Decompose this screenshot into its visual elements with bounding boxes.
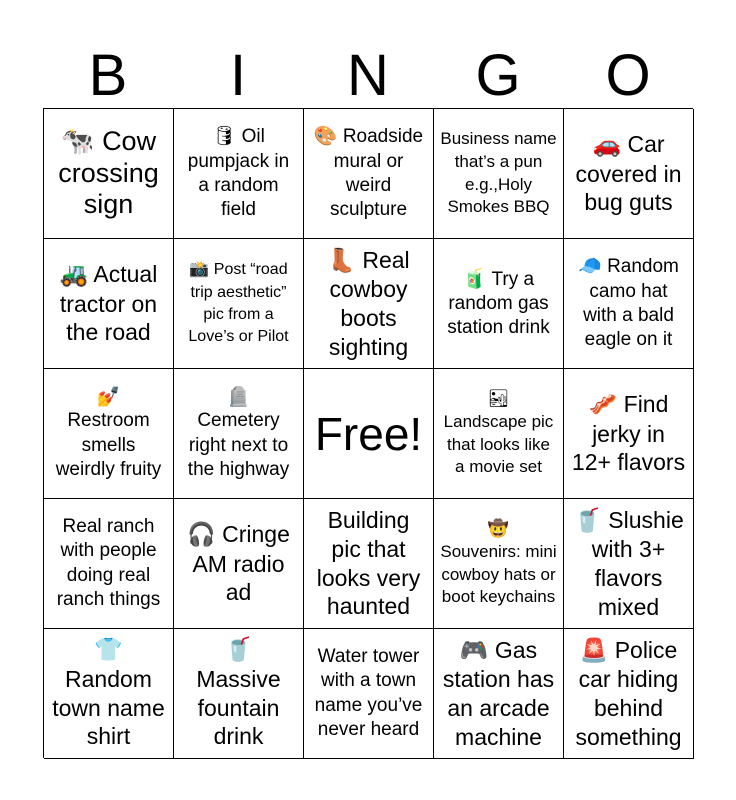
cup-straw-icon: 🥤	[573, 507, 602, 534]
cell-text: Roadside mural or weird sculpture	[329, 126, 424, 221]
bingo-cell[interactable]	[44, 629, 174, 759]
cell-text: Car covered in bug guts	[575, 130, 682, 216]
car-icon: 🚗	[592, 131, 622, 158]
boot-icon: 👢	[327, 247, 356, 274]
header-letter-n: N	[347, 43, 389, 108]
cell-content	[440, 388, 557, 480]
header-letter-g: G	[475, 43, 521, 108]
cell-text: Massive fountain drink	[196, 665, 281, 750]
cell-text: Slushie with 3+ flavors mixed	[591, 506, 684, 620]
cell-text: Find jerky in 12+ flavors	[571, 390, 686, 476]
cell-content	[50, 260, 167, 347]
bingo-cell[interactable]	[174, 629, 304, 759]
cup-straw-icon: 🥤	[224, 637, 253, 663]
cell-text: Oil pumpjack in a random field	[187, 126, 290, 221]
camera-flash-icon: 📸	[189, 259, 210, 279]
cell-content	[440, 636, 557, 752]
bingo-cell[interactable]	[564, 109, 694, 239]
cell-text: Business name that’s a pun e.g.,Holy Smokes BBQ	[440, 128, 557, 217]
bingo-cell[interactable]	[174, 109, 304, 239]
bingo-cell[interactable]	[564, 239, 694, 369]
bingo-cell[interactable]	[44, 369, 174, 499]
cell-text: Random town name shirt	[52, 665, 165, 750]
cell-content	[180, 124, 297, 222]
cell-content	[310, 407, 427, 460]
bingo-cell[interactable]	[174, 369, 304, 499]
bingo-cell[interactable]	[304, 629, 434, 759]
cell-text: Try a random gas station drink	[447, 268, 550, 339]
cell-text: Real cowboy boots sighting	[328, 246, 410, 360]
cell-content	[440, 518, 557, 610]
cell-content	[570, 130, 687, 217]
bingo-header	[43, 44, 693, 108]
cell-text: Souvenirs: mini cowboy hats or boot keychains	[440, 541, 557, 607]
cell-text: Actual tractor on the road	[59, 260, 158, 346]
cell-content	[180, 258, 297, 349]
juice-box-icon: 🧃	[462, 267, 487, 290]
cell-content	[310, 506, 427, 621]
bingo-cell[interactable]	[44, 499, 174, 629]
cell-content	[310, 246, 427, 362]
cell-content	[310, 124, 427, 222]
bingo-cell[interactable]	[304, 109, 434, 239]
cell-text: Water tower with a town name you’ve never heard	[314, 645, 423, 740]
cell-content	[50, 126, 167, 222]
cell-content	[50, 515, 167, 612]
bingo-cell[interactable]	[434, 239, 564, 369]
tractor-icon: 🚜	[59, 261, 89, 288]
headstone-icon: 🪦	[226, 385, 251, 408]
bingo-board	[43, 108, 693, 758]
bingo-cell[interactable]	[434, 629, 564, 759]
bingo-cell[interactable]	[434, 369, 564, 499]
cell-text: Restroom smells weirdly fruity	[55, 410, 162, 480]
nail-polish-icon: 💅	[96, 385, 121, 408]
header-letter-i: I	[229, 43, 247, 108]
oil-barrel-icon: 🛢	[212, 125, 237, 148]
free-space-cell[interactable]	[304, 369, 434, 499]
headphones-icon: 🎧	[187, 521, 216, 548]
bingo-cell[interactable]	[44, 109, 174, 239]
cell-content	[50, 385, 167, 482]
bingo-cell[interactable]	[434, 499, 564, 629]
cell-content	[310, 645, 427, 742]
cell-text: Building pic that looks very haunted	[316, 507, 421, 620]
cell-text: Real ranch with people doing real ranch things	[56, 515, 161, 610]
header-letter-o: O	[605, 43, 651, 108]
cell-content	[440, 267, 557, 341]
bingo-cell[interactable]	[304, 239, 434, 369]
cell-text: Post “road trip aesthetic” pic from a Love’s or Pilot	[188, 261, 289, 346]
cell-content	[570, 506, 687, 622]
bacon-icon: 🥓	[588, 391, 618, 418]
cell-text: Landscape pic that looks like a movie set	[443, 411, 554, 477]
cell-text: Cemetery right next to the highway	[187, 410, 290, 480]
bingo-cell[interactable]	[44, 239, 174, 369]
bingo-cell[interactable]	[434, 109, 564, 239]
cell-content	[180, 520, 297, 607]
cell-content	[570, 636, 687, 752]
palette-icon: 🎨	[313, 125, 338, 148]
bingo-cell[interactable]	[564, 369, 694, 499]
cell-text: Free!	[314, 407, 423, 460]
cap-icon: 🧢	[578, 255, 602, 278]
cell-content	[570, 254, 687, 352]
tshirt-icon: 👕	[94, 637, 123, 663]
cell-content	[440, 128, 557, 220]
cell-text: Cow crossing sign	[58, 125, 159, 220]
cell-content	[180, 636, 297, 751]
header-letter-b: B	[88, 43, 128, 108]
desert-icon: 🏜	[487, 388, 510, 409]
cowboy-face-icon: 🤠	[487, 518, 510, 539]
cow-icon: 🐄	[60, 125, 95, 157]
cell-content	[180, 385, 297, 482]
cell-content	[570, 390, 687, 477]
cell-text: Gas station has an arcade machine	[442, 636, 555, 750]
bingo-cell[interactable]	[174, 499, 304, 629]
cell-text: Cringe AM radio ad	[192, 520, 290, 606]
cell-text: Police car hiding behind something	[575, 636, 682, 750]
police-light-icon: 🚨	[579, 637, 609, 664]
bingo-cell[interactable]	[304, 499, 434, 629]
bingo-cell[interactable]	[564, 499, 694, 629]
cell-content	[50, 636, 167, 751]
game-controller-icon: 🎮	[459, 637, 489, 664]
cell-text: Random camo hat with a bald eagle on it	[583, 256, 679, 351]
bingo-cell[interactable]	[564, 629, 694, 759]
bingo-cell[interactable]	[174, 239, 304, 369]
